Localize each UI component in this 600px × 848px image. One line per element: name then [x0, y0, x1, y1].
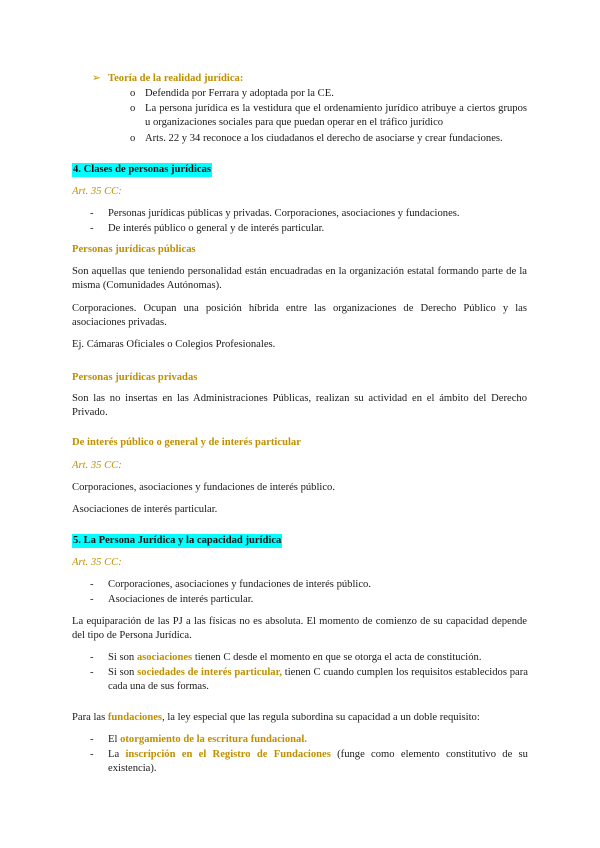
p2-pre: Para las [72, 712, 108, 723]
interes-art: Art. 35 CC: [72, 460, 122, 471]
item-b-post: tienen C cuando cumplen los requisitos establecidos para cada una de sus formas. [108, 667, 528, 692]
section-5-item-1: Corporaciones, asociaciones y fundaciones de interés público. [108, 579, 371, 590]
item-a-post: tienen C desde el momento en que se otorga el acta de constitución. [192, 652, 482, 663]
publicas-paragraph-2: Corporaciones. Ocupan una posición híbrida entre las organizaciones de Derecho Público y las asociaciones privadas. [72, 303, 527, 328]
item-a-highlight: asociaciones [136, 652, 193, 663]
circle-bullet-icon: o [130, 103, 136, 114]
privadas-title: Personas jurídicas privadas [72, 372, 198, 383]
section-5-item-a [108, 651, 528, 665]
dash-bullet: - [90, 652, 94, 663]
req2-pre: La [108, 749, 126, 760]
dash-bullet: - [90, 734, 94, 745]
section-5-req-1 [108, 733, 307, 747]
section-4-item-2: De interés público o general y de interés particular. [108, 223, 325, 234]
dash-bullet: - [90, 223, 94, 234]
section-5-heading: 5. La Persona Jurídica y la capacidad jurídica [73, 535, 282, 546]
teoria-item-2: La persona jurídica es la vestidura que el ordenamiento jurídico atribuye a ciertos grupos u organizaciones sociales para que puedan operar en el tráfico jurídico [145, 103, 527, 128]
interes-title: De interés público o general y de interés particular [72, 437, 301, 448]
publicas-paragraph-1: Son aquellas que teniendo personalidad están encuadradas en la organización estatal formando parte de la misma (Comunidades Autónomas). [72, 266, 527, 291]
circle-bullet-icon: o [130, 133, 136, 144]
section-4-item-1: Personas jurídicas públicas y privadas. Corporaciones, asociaciones y fundaciones. [108, 208, 460, 219]
teoria-item-1: Defendida por Ferrara y adoptada por la CE. [145, 88, 334, 99]
section-4-art: Art. 35 CC: [72, 186, 122, 197]
teoria-title: Teoría de la realidad jurídica: [108, 73, 244, 84]
dash-bullet: - [90, 579, 94, 590]
item-a-pre: Si son [108, 652, 137, 663]
req2-highlight: inscripción en el Registro de Fundaciones [125, 749, 331, 760]
section-5-item-b [108, 666, 528, 694]
section-5-req-2 [108, 748, 528, 776]
publicas-paragraph-3: Ej. Cámaras Oficiales o Colegios Profesionales. [72, 339, 276, 350]
req1-pre: El [108, 734, 121, 745]
item-b-highlight: sociedades de interés particular, [137, 667, 282, 678]
section-5-art: Art. 35 CC: [72, 557, 122, 568]
req1-highlight: otorgamiento de la escritura fundacional. [120, 734, 307, 745]
arrow-bullet-icon: ➢ [92, 73, 101, 84]
dash-bullet: - [90, 667, 94, 678]
section-5-item-2: Asociaciones de interés particular. [108, 594, 254, 605]
teoria-item-3: Arts. 22 y 34 reconoce a los ciudadanos el derecho de asociarse y crear fundaciones. [145, 133, 503, 144]
interes-paragraph-2: Asociaciones de interés particular. [72, 504, 218, 515]
p2-post: , la ley especial que las regula subordina su capacidad a un doble requisito: [162, 712, 480, 723]
p2-highlight: fundaciones [107, 712, 163, 723]
dash-bullet: - [90, 749, 94, 760]
dash-bullet: - [90, 208, 94, 219]
circle-bullet-icon: o [130, 88, 136, 99]
privadas-paragraph: Son las no insertas en las Administraciones Públicas, realizan su actividad en el ámbito del Derecho Privado. [72, 393, 527, 418]
section-4-heading: 4. Clases de personas jurídicas [73, 164, 212, 175]
dash-bullet: - [90, 594, 94, 605]
section-5-paragraph-2 [72, 711, 527, 725]
interes-paragraph-1: Corporaciones, asociaciones y fundaciones de interés público. [72, 482, 335, 493]
publicas-title: Personas jurídicas públicas [72, 244, 196, 255]
item-b-pre: Si son [108, 667, 138, 678]
req2-post: (funge como elemento constitutivo de su existencia). [108, 749, 528, 774]
section-5-paragraph-1: La equiparación de las PJ a las físicas no es absoluta. El momento de comienzo de su capacidad depende del tipo de Persona Jurídica. [72, 616, 527, 641]
